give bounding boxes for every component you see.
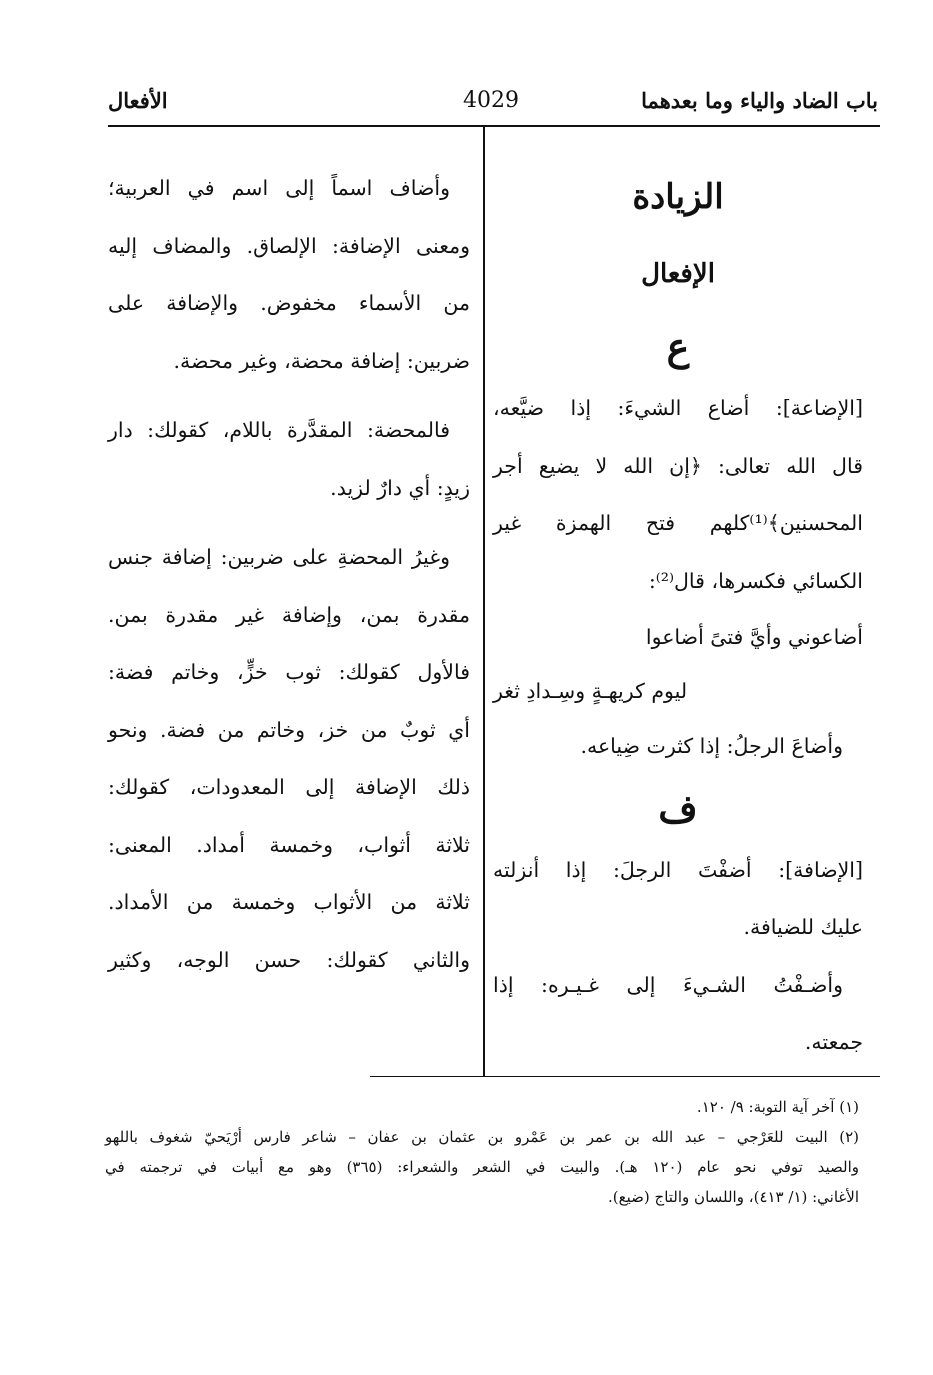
text-line: [الإضافة]: أضفْتَ الرجلَ: إذا أنزلته: [493, 857, 863, 882]
section-heading: الزيادة: [632, 177, 724, 217]
text-line: أي ثوبٌ من خز، وخاتم من فضة. ونحو: [108, 717, 470, 742]
text-line: وأضاف اسماً إلى اسم في العربية؛: [108, 176, 450, 200]
text-line: ثلاثة أثواب، وخمسة أمداد. المعنى:: [108, 832, 470, 857]
page-number: 4029: [463, 88, 519, 113]
text-line: وأضـفْتُ الشـيءَ إلى غـيـره: إذا: [493, 972, 843, 997]
text-line: ومعنى الإضافة: الإلصاق. والمضاف إليه: [108, 233, 470, 258]
text-line: الكسائي فكسرها، قال⁽²⁾:: [648, 568, 863, 593]
footnote-2-line: (٢) البيت للعَرْجي – عبد الله بن عمر بن عَمْرو بن عثمان بن عفان – شاعر فارس أرْيَحيّ شغوف باللهو: [105, 1128, 859, 1146]
footnote-rule: [370, 1076, 880, 1077]
text-line: من الأسماء مخفوض. والإضافة على: [108, 291, 470, 315]
text-line: فالمحضة: المقدَّرة باللام، كقولك: دار: [108, 418, 450, 442]
page-header: [108, 80, 878, 120]
subsection-heading: الإفعال: [641, 259, 715, 289]
text-line: وأضاعَ الرجلُ: إذا كثرت ضِياعه.: [580, 734, 843, 758]
verse-line: ليوم كريهـةٍ وسِـدادِ ثغر: [493, 679, 688, 703]
section-title: الأفعال: [108, 88, 168, 113]
text-line: مقدرة بمن، وإضافة غير مقدرة بمن.: [108, 602, 470, 627]
root-letter-heading: ف: [658, 785, 698, 831]
footnote-1: (١) آخر آية التوبة: ٩/ ١٢٠.: [696, 1098, 859, 1116]
left-column: [108, 160, 470, 989]
footnote-2-line: والصيد توفي نحو عام (١٢٠ هـ). والبيت في الشعر والشعراء: (٣٦٥) وهو مع أبيات في ترجمته في: [105, 1158, 859, 1176]
text-line: المحسنين﴾⁽¹⁾كلهم فتح الهمزة غير: [493, 511, 863, 535]
text-line: ذلك الإضافة إلى المعدودات، كقولك:: [108, 775, 470, 799]
text-line: ثلاثة من الأثواب وخمسة من الأمداد.: [108, 890, 470, 914]
text-line: عليك للضيافة.: [743, 915, 863, 939]
chapter-title: باب الضاد والياء وما بعدهما: [641, 88, 878, 113]
text-line: فالأول كقولك: ثوب خزٍّ، وخاتم فضة:: [108, 660, 470, 684]
right-column: [493, 160, 863, 1072]
text-line: زيدٍ: أي دارٌ لزيد.: [330, 475, 470, 500]
text-line: قال الله تعالى: ﴿إن الله لا يضيع أجر: [493, 453, 863, 478]
text-line: [الإضاعة]: أضاع الشيءَ: إذا ضيَّعه،: [493, 396, 863, 420]
text-line: وغيرُ المحضةِ على ضربين: إضافة جنس: [108, 545, 450, 569]
text-line: ضربين: إضافة محضة، وغير محضة.: [173, 348, 470, 373]
footnote-2-line: الأغاني: (١/ ٤١٣)، واللسان والتاج (ضيع).: [608, 1188, 859, 1206]
header-rule: [108, 125, 880, 127]
footnotes: [105, 1092, 881, 1212]
text-line: والثاني كقولك: حسن الوجه، وكثير: [108, 947, 470, 972]
root-letter-heading: ع: [666, 324, 690, 369]
verse-line: أضاعوني وأيَّ فتىً أضاعوا: [645, 625, 863, 649]
column-divider: [483, 127, 485, 1077]
text-line: جمعته.: [804, 1030, 863, 1054]
